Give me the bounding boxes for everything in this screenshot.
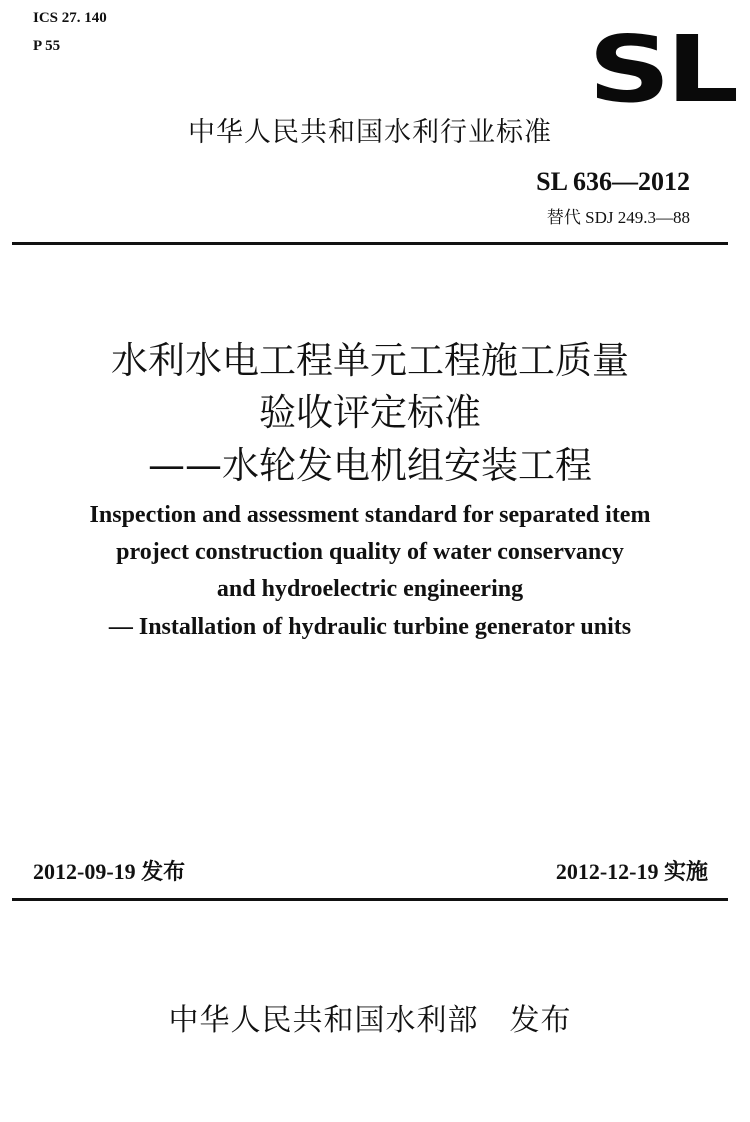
title-zh-line: ——水轮发电机组安装工程 xyxy=(148,444,592,487)
sl-logo: SL xyxy=(588,16,735,123)
issue-date: 2012-09-19 发布 xyxy=(33,859,186,884)
title-zh-line: 水利水电工程单元工程施工质量 xyxy=(111,339,629,382)
classification-code: P 55 xyxy=(33,38,61,54)
top-divider xyxy=(12,242,728,245)
title-en-line: project construction quality of water conservancy xyxy=(116,539,624,565)
title-en-line: and hydroelectric engineering xyxy=(216,576,524,602)
ics-code: ICS 27. 140 xyxy=(33,10,107,26)
publisher: 中华人民共和国水利部 发布 xyxy=(168,1003,572,1038)
title-en-line: Inspection and assessment standard for separated item xyxy=(89,502,651,528)
bottom-divider xyxy=(12,898,728,901)
replaces-code: 替代 SDJ 249.3—88 xyxy=(546,208,690,227)
industry-standard-title: 中华人民共和国水利行业标准 xyxy=(188,117,552,148)
implementation-date: 2012-12-19 实施 xyxy=(555,859,708,884)
standard-code: SL 636—2012 xyxy=(536,167,690,196)
title-en-line: — Installation of hydraulic turbine generator units xyxy=(108,614,632,640)
title-zh-line: 验收评定标准 xyxy=(259,391,481,434)
